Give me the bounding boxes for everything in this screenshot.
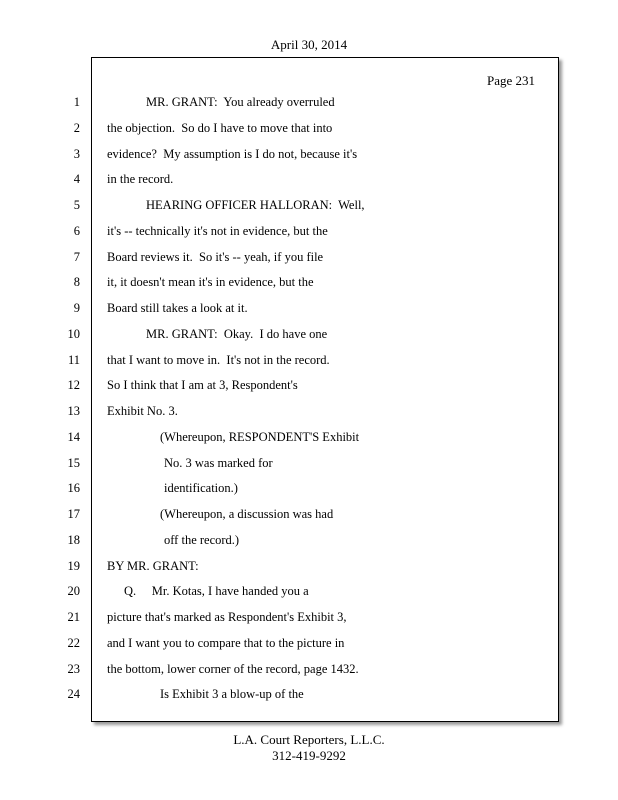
line-text: Exhibit No. 3. xyxy=(107,404,178,418)
line-number: 16 xyxy=(67,481,80,495)
line-text: (Whereupon, RESPONDENT'S Exhibit xyxy=(160,430,360,444)
line-number: 1 xyxy=(73,95,80,109)
line-number: 5 xyxy=(73,198,80,212)
line-text: Is Exhibit 3 a blow-up of the xyxy=(160,687,304,701)
line-text: it, it doesn't mean it's in evidence, but the xyxy=(107,275,314,289)
line-number: 11 xyxy=(67,353,80,367)
line-number: 24 xyxy=(67,687,80,701)
header-date: April 30, 2014 xyxy=(270,37,348,52)
line-text: MR. GRANT: You already overruled xyxy=(146,95,335,109)
line-text: that I want to move in. It's not in the record. xyxy=(107,353,330,367)
line-number: 12 xyxy=(67,378,80,392)
line-number: 23 xyxy=(67,662,80,676)
line-text: in the record. xyxy=(107,172,174,186)
line-number: 9 xyxy=(73,301,80,315)
line-number: 8 xyxy=(73,275,80,289)
line-text: the objection. So do I have to move that into xyxy=(107,121,333,135)
line-text: and I want you to compare that to the picture in xyxy=(107,636,345,650)
footer-phone: 312-419-9292 xyxy=(272,748,346,763)
line-text: HEARING OFFICER HALLORAN: Well, xyxy=(146,198,365,212)
line-text: So I think that I am at 3, Respondent's xyxy=(107,378,298,392)
line-text: the bottom, lower corner of the record, page 1432. xyxy=(107,662,359,676)
line-number: 20 xyxy=(67,584,80,598)
line-number: 19 xyxy=(67,559,80,573)
line-number: 14 xyxy=(67,430,80,444)
page-number-label: Page 231 xyxy=(486,73,535,88)
line-text: evidence? My assumption is I do not, because it's xyxy=(107,147,358,161)
line-text: BY MR. GRANT: xyxy=(107,559,199,573)
line-text: identification.) xyxy=(164,481,238,495)
line-number: 4 xyxy=(73,172,80,186)
line-text: it's -- technically it's not in evidence, but the xyxy=(107,224,328,238)
line-number: 13 xyxy=(67,404,80,418)
line-number: 21 xyxy=(67,610,80,624)
line-number: 22 xyxy=(67,636,80,650)
line-text: Board reviews it. So it's -- yeah, if you file xyxy=(107,250,324,264)
line-text: Q. Mr. Kotas, I have handed you a xyxy=(124,584,309,598)
line-number: 18 xyxy=(67,533,80,547)
line-number: 3 xyxy=(73,147,80,161)
line-number: 2 xyxy=(73,121,80,135)
line-text: Board still takes a look at it. xyxy=(107,301,248,315)
line-number: 7 xyxy=(73,250,80,264)
line-text: MR. GRANT: Okay. I do have one xyxy=(146,327,328,341)
line-number: 10 xyxy=(67,327,80,341)
line-text: picture that's marked as Respondent's Exhibit 3, xyxy=(107,610,347,624)
footer-company: L.A. Court Reporters, L.L.C. xyxy=(233,732,385,747)
line-text: off the record.) xyxy=(164,533,240,547)
line-text: (Whereupon, a discussion was had xyxy=(160,507,334,521)
line-text: No. 3 was marked for xyxy=(164,456,273,470)
line-number: 15 xyxy=(67,456,80,470)
line-number: 17 xyxy=(67,507,80,521)
line-number: 6 xyxy=(73,224,80,238)
